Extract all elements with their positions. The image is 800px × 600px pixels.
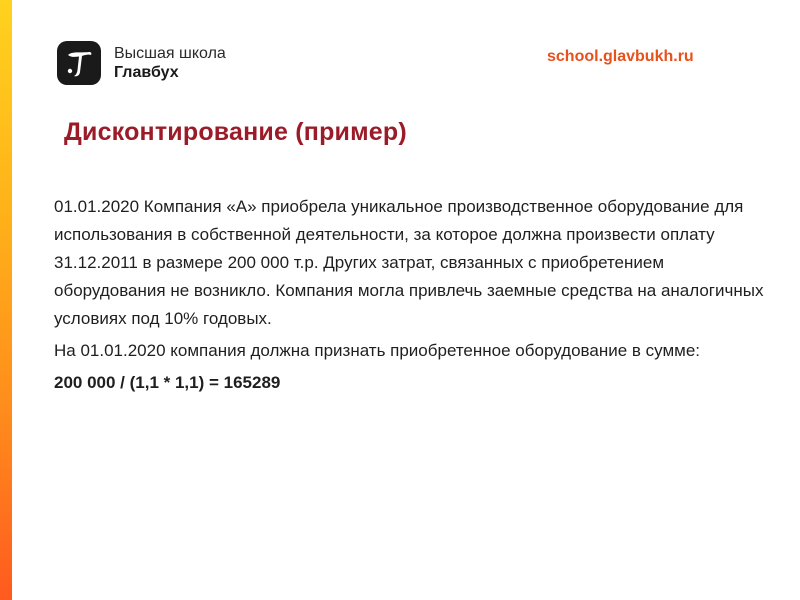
formula: 200 000 / (1,1 * 1,1) = 165289 [54,373,281,392]
site-link[interactable]: school.glavbukh.ru [547,48,694,65]
logo-text [114,44,226,82]
paragraph-2: На 01.01.2020 компания должна признать приобретенное оборудование в сумме: [54,341,700,360]
slide-body [54,193,764,401]
side-gradient-bar [0,0,12,600]
logo-line-2: Главбух [114,64,179,81]
paragraph-1: 01.01.2020 Компания «А» приобрела уникальное производственное оборудование для использования в собственной деятельности, за которое должна произвести оплату 31.12.2011 в размере 200 000 т.р. Других затрат, связанных с приобретением оборудования не возникло. Компания могла привлечь заемные средства на аналогичных условиях под 10% годовых. [54,197,764,328]
logo[interactable] [56,40,226,86]
slide-title: Дисконтирование (пример) [64,118,407,146]
glavbukh-logo-icon [56,40,102,86]
logo-line-1: Высшая школа [114,45,226,62]
